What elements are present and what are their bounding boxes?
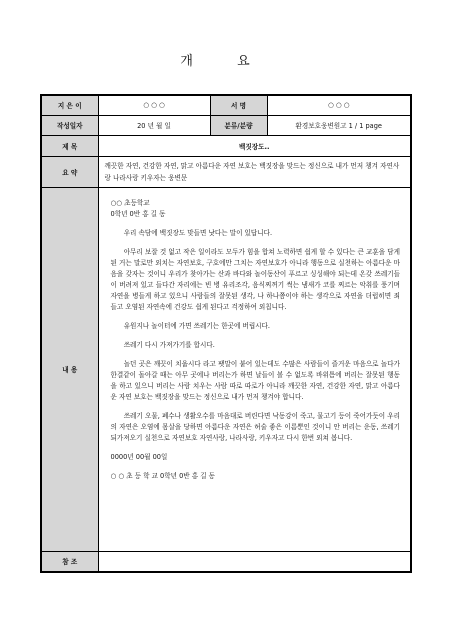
content-paragraph-3: 유원지나 놀이터에 가면 쓰레기는 한곳에 버립시다.: [123, 321, 271, 330]
author-value: ○ ○ ○: [98, 95, 210, 115]
content-date-line: 0000년 00월 00일: [110, 452, 168, 461]
content-body: [98, 187, 411, 551]
summary-label: 요 약: [41, 156, 98, 187]
content-paragraph-2: 아무리 보잘 것 없고 작은 일이라도 모두가 힘을 합쳐 노력하면 쉽게 할 수 있다는 큰 교훈을 담게 된 거는 말로만 외치는 자연보호, 구호에만 그치는 자연보호가 아니라 행동으로 실천하는 아름다운 마음을 갖자는 것이니 우리가 찾아가는 산과 바다와 놀이동산이 푸르고 싱싱해야 되는데 온갖 쓰레기들이 버려져 있고 들다간 자리에는 빈 병 유리조각, 음식찌꺼기 썩는 냄새가 코를 찌르는 악취를 풍기며 자연을 병들게 하고 있으니 사람들의 잘못된 생각, 나 하나쯤이야 하는 생각으로 자연을 더럽히면 죄들고 오염된 자연속에 건강도 쉽게 된다고 걱정하여 외칩니다.: [110, 247, 400, 311]
reference-label: 참 조: [41, 551, 98, 572]
content-label: 내 용: [41, 187, 98, 551]
content-signoff: ○ ○ 초 등 학 교 0학년 0반 홍 길 동: [110, 471, 216, 480]
content-school: ○○ 초등학교: [110, 198, 150, 207]
date-label: 작성일자: [41, 115, 98, 135]
signature-label: 서 명: [210, 95, 267, 115]
signature-value: ○ ○ ○: [267, 95, 411, 115]
subject-label: 제 목: [41, 135, 98, 156]
reference-value: [98, 551, 411, 572]
content-student: 0학년 0반 홍 길 동: [110, 209, 166, 218]
overview-form-table: [40, 94, 412, 573]
document-title: 개 요: [180, 54, 270, 69]
date-value: 20 년 월 일: [98, 115, 210, 135]
content-paragraph-4: 쓰레기 다시 가져가기를 합시다.: [123, 340, 215, 349]
subject-value: 백짓장도..: [98, 135, 411, 156]
content-paragraph-1: 우리 속담에 백짓장도 맞들면 낫다는 말이 있답니다.: [123, 228, 273, 237]
author-label: 지 은 이: [41, 95, 98, 115]
content-paragraph-5: 놀던 곳은 깨끗이 치웁시다 라고 팻말이 붙어 있는데도 수많은 사람들이 즐거운 마음으로 놀다가 한결같이 돌아갈 때는 아무 곳에나 버리는가 하면 날들이 볼 수 없도록 바위틈에 버리는 잘못된 행동을 하고 있으니 버리는 사람 치우는 사람 따로 따로가 아니라 깨끗한 자연, 건강한 자연, 맑고 아름다운 자연 보호는 백짓장을 맞드는 정신으로 내가 먼저 챙겨야 합니다.: [110, 359, 400, 401]
category-value: 환경보호웅변원고 1 / 1 page: [267, 115, 411, 135]
category-label: 분류/분량: [210, 115, 267, 135]
content-paragraph-6: 쓰레기 오물, 폐수나 생활오수를 마음대로 버린다면 낙동강이 죽고, 물고기 등이 죽어가듯이 우리의 자연은 오염에 몸살을 당하면 아름다운 자연은 허술 좋은 이름뿐인 것이니 안 버리는 운동, 쓰레기 되가져오기 실천으로 자연보호 자연사랑, 나라사랑, 키우자고 다시 한번 외쳐 봅니다.: [110, 411, 400, 442]
summary-text: 깨끗한 자연, 건강한 자연, 맑고 아름다운 자연 보호는 백짓장을 맞드는 정신으로 내가 먼저 챙겨 자연사랑 나라사랑 키우자는 웅변문: [98, 156, 411, 187]
